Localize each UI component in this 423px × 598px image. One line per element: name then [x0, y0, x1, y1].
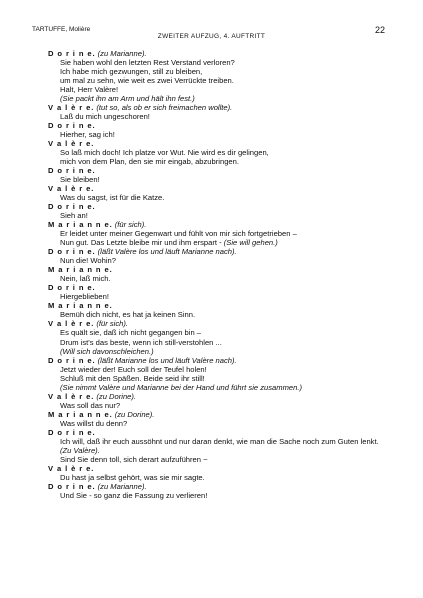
speaker-line [48, 220, 388, 229]
dialogue-line [48, 491, 388, 500]
speaker-line [48, 464, 388, 473]
dialogue-line [48, 58, 388, 67]
speaker-line [48, 392, 388, 401]
speaker-line [48, 103, 388, 112]
speaker-name: D o r i n e. [48, 202, 96, 212]
speaker-line [48, 121, 388, 130]
speaker-name: V a l è r e. [48, 319, 95, 329]
dialogue-text: Halt, Herr Valère! [60, 85, 119, 95]
dialogue-text: Nun die! Wohin? [60, 256, 117, 266]
dialogue-line [48, 473, 388, 482]
stage-direction: (läßt Valère los und läuft Marianne nach). [95, 247, 237, 257]
dialogue-line [48, 76, 388, 85]
dialogue-line [48, 238, 388, 247]
dialogue-line [48, 130, 388, 139]
speaker-name: D o r i n e. [48, 481, 96, 491]
dialogue-text: Was willst du denn? [60, 418, 128, 428]
dialogue-text: Schluß mit den Späßen. Beide seid ihr still! [60, 373, 205, 383]
stage-direction: (Sie nimmt Valère und Marianne bei der Hand und führt sie zusammen.) [60, 382, 302, 392]
speaker-line [48, 184, 388, 193]
dialogue-line [48, 455, 388, 464]
dialogue-text: Sieh an! [60, 211, 88, 221]
speaker-line [48, 166, 388, 175]
header-act-scene: ZWEITER AUFZUG, 4. AUFTRITT [157, 33, 266, 40]
dialogue-line [48, 328, 388, 337]
dialogue-line [48, 157, 388, 166]
dialogue-text: Ich habe mich gezwungen, still zu bleiben, [60, 67, 203, 77]
dialogue-line [48, 401, 388, 410]
speaker-line [48, 428, 388, 437]
stage-direction: (Sie packt ihn am Arm und hält ihn fest.) [60, 94, 195, 104]
speaker-name: D o r i n e. [48, 166, 96, 176]
dialogue-text: mich von dem Plan, den sie mir eingab, abzubringen. [60, 157, 239, 167]
stage-direction: (läßt Marianne los und läuft Valère nach). [95, 355, 237, 365]
dialogue-text: Laß du mich ungeschoren! [60, 112, 150, 122]
dialogue-text: Und Sie - so ganz die Fassung zu verlieren! [60, 490, 208, 500]
stage-direction: (zu Dorine). [94, 391, 137, 401]
speaker-name: M a r i a n n e. [48, 265, 113, 275]
dialogue-line [48, 310, 388, 319]
dialogue-text: Hiergeblieben! [60, 292, 109, 302]
dialogue-line [48, 347, 388, 356]
speaker-name: D o r i n e. [48, 49, 96, 58]
stage-direction: (für sich). [112, 220, 147, 230]
stage-direction: (tut so, als ob er sich freimachen wollte). [94, 103, 233, 113]
stage-direction: (zu Dorine). [112, 409, 155, 419]
dialogue-line [48, 446, 388, 455]
speaker-name: V a l è r e. [48, 103, 95, 113]
dialogue-text: Sie bleiben! [60, 175, 100, 185]
stage-direction: (für sich). [94, 319, 129, 329]
dialogue-line [48, 112, 388, 121]
dialogue-line [48, 338, 388, 347]
stage-direction: (zu Marianne). [95, 49, 147, 58]
speaker-name: M a r i a n n e. [48, 220, 113, 230]
dialogue-text: Du hast ja selbst gehört, was sie mir sagte. [60, 472, 205, 482]
speaker-line [48, 410, 388, 419]
speaker-name: D o r i n e. [48, 247, 96, 257]
speaker-line [48, 265, 388, 274]
dialogue-text: Nein, laß mich. [60, 274, 111, 284]
speaker-line [48, 283, 388, 292]
speaker-line [48, 49, 388, 58]
dialogue-line [48, 193, 388, 202]
speaker-name: D o r i n e. [48, 355, 96, 365]
speaker-line [48, 247, 388, 256]
dialogue-text: Es quält sie, daß ich nicht gegangen bin – [60, 328, 201, 338]
dialogue-line [48, 374, 388, 383]
speaker-line [48, 301, 388, 310]
dialogue-text: Er leidet unter meiner Gegenwart und fühlt von mir sich fortgetrieben – [60, 229, 297, 239]
dialogue-line [48, 256, 388, 265]
speaker-name: V a l è r e. [48, 391, 95, 401]
dialogue-line [48, 419, 388, 428]
stage-direction: (Sie will gehen.) [223, 238, 278, 248]
speaker-line [48, 139, 388, 148]
dialogue-line [48, 94, 388, 103]
dialogue-text: Jetzt wieder der! Euch soll der Teufel holen! [60, 364, 207, 374]
dialogue-text: Sind Sie denn toll, sich derart aufzuführen ~ [60, 454, 208, 464]
speaker-name: D o r i n e. [48, 283, 96, 293]
dialogue-line [48, 211, 388, 220]
speaker-name: V a l è r e. [48, 139, 95, 149]
dialogue-text: Sie haben wohl den letzten Rest Verstand verloren? [60, 58, 235, 68]
header-title: TARTUFFE, Molière [32, 26, 91, 33]
dialogue-line [48, 274, 388, 283]
speaker-name: M a r i a n n e. [48, 409, 113, 419]
speaker-line [48, 319, 388, 328]
dialogue-line [48, 175, 388, 184]
dialogue-line [48, 292, 388, 301]
dialogue-line [48, 365, 388, 374]
speaker-name: D o r i n e. [48, 121, 96, 131]
page-number: 22 [374, 25, 385, 35]
stage-direction: (Will sich davonschleichen.) [60, 346, 154, 356]
dialogue-line [48, 437, 388, 446]
dialogue-text: um mal zu sehn, wie weit es zwei Verrückte treiben. [60, 76, 234, 86]
dialogue-line [48, 148, 388, 157]
dialogue-line [48, 67, 388, 76]
speaker-line [48, 482, 388, 491]
dialogue-body [48, 49, 388, 500]
speaker-name: D o r i n e. [48, 427, 96, 437]
dialogue-text: Ich will, daß ihr euch aussöhnt und nur daran denkt, wie man die Sache noch zum Guten lenkt. [60, 436, 379, 446]
speaker-name: V a l è r e. [48, 463, 95, 473]
speaker-name: M a r i a n n e. [48, 301, 113, 311]
dialogue-line [48, 383, 388, 392]
stage-direction: (Zu Valère). [60, 445, 100, 455]
dialogue-text: Bemüh dich nicht, es hat ja keinen Sinn. [60, 310, 196, 320]
dialogue-text: Hierher, sag ich! [60, 130, 115, 140]
dialogue-text: So laß mich doch! Ich platze vor Wut. Nie wird es dir gelingen, [60, 148, 269, 158]
speaker-name: V a l è r e. [48, 184, 95, 194]
stage-direction: (zu Marianne). [95, 481, 147, 491]
dialogue-text: Drum ist's das beste, wenn ich still-verstohlen ... [60, 337, 222, 347]
dialogue-text: Was du sagst, ist für die Katze. [60, 193, 165, 203]
speaker-line [48, 202, 388, 211]
dialogue-line [48, 229, 388, 238]
dialogue-text: Nun gut. Das Letzte bleibe mir und ihm erspart - [60, 238, 224, 248]
speaker-line [48, 356, 388, 365]
dialogue-text: Was soll das nur? [60, 400, 121, 410]
dialogue-line [48, 85, 388, 94]
